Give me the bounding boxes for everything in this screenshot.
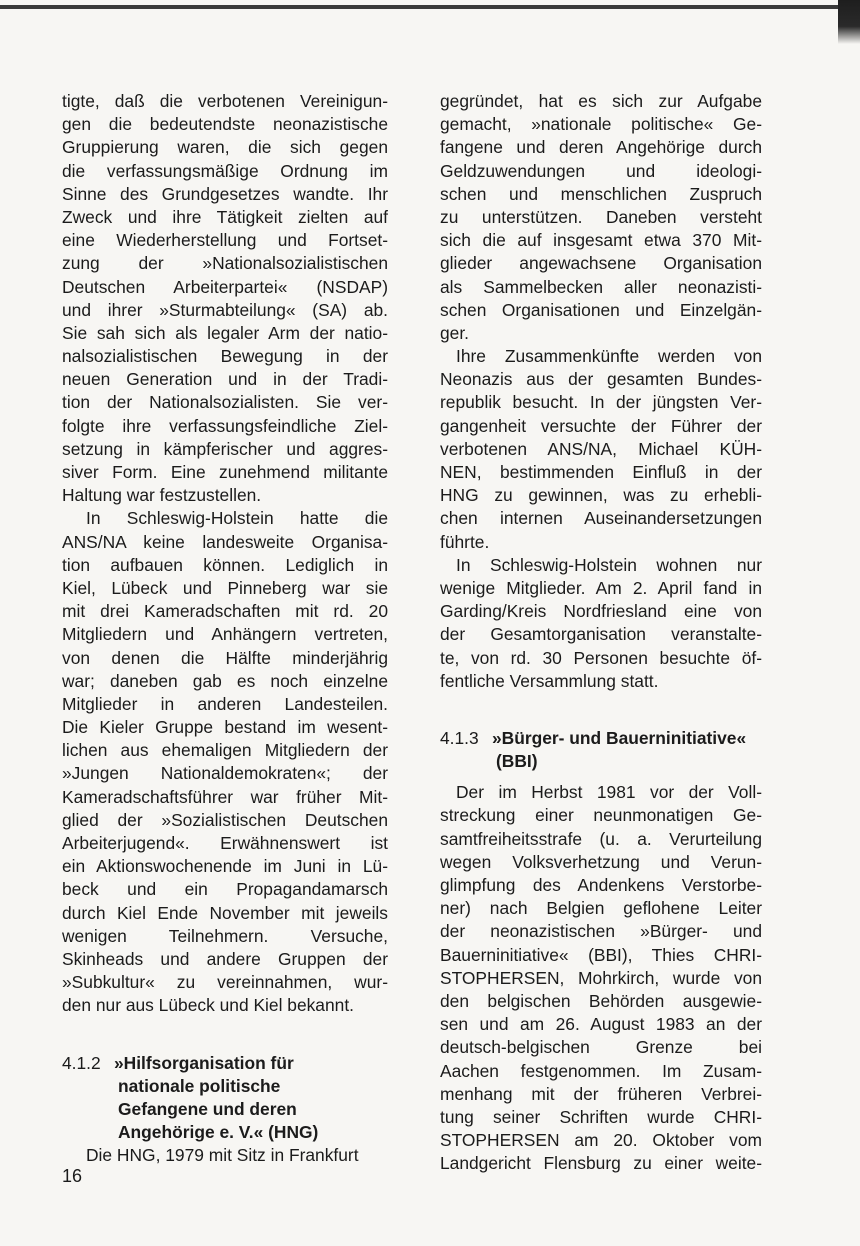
- text-line: Deutschen Arbeiterpartei« (NSDAP): [62, 276, 388, 297]
- text-line: Kameradschaftsführer war früher Mit-: [62, 786, 388, 807]
- heading-line: (BBI): [496, 751, 538, 772]
- text-line: mit drei Kameradschaften mit rd. 20: [62, 601, 388, 622]
- left-paragraph-2: [62, 507, 388, 1017]
- text-line: »Subkultur« zu vereinnahmen, wur-: [62, 972, 388, 993]
- text-line: deutsch-belgischen Grenze bei: [440, 1037, 762, 1058]
- heading-line: Gefangene und deren: [118, 1098, 297, 1119]
- text-line: ein Aktionswochenende im Juni in Lü-: [62, 856, 388, 877]
- text-line: streckung einer neunmonatigen Ge-: [440, 805, 762, 826]
- text-line: tigte, daß die verbotenen Vereinigun-: [62, 91, 388, 111]
- page-number: 16: [62, 1166, 83, 1186]
- text-line: Ihre Zusammenkünfte werden von: [456, 346, 762, 367]
- text-line: sen und am 26. August 1983 an der: [440, 1014, 762, 1035]
- text-line: schen Organisationen und Einzelgän-: [440, 299, 762, 320]
- text-line: Zweck und ihre Tätigkeit zielten auf: [62, 206, 388, 227]
- text-line: Neonazis aus der gesamten Bundes-: [440, 369, 762, 390]
- text-line: Garding/Kreis Nordfriesland eine von: [440, 601, 762, 622]
- text-line: siver Form. Eine zunehmend militante: [62, 462, 388, 482]
- text-line: zung der »Nationalsozialistischen: [62, 253, 388, 274]
- text-line: STOPHERSEN am 20. Oktober vom: [440, 1130, 762, 1151]
- right-column: [440, 90, 762, 1175]
- text-line: Landgericht Flensburg zu einer weite-: [440, 1153, 762, 1174]
- text-line: war; daneben gab es noch einzelne: [62, 670, 388, 691]
- text-line: Haltung war festzustellen.: [62, 485, 262, 506]
- section-number: 4.1.2: [62, 1052, 101, 1073]
- section-number: 4.1.3: [440, 727, 479, 748]
- section-heading-4-1-2: [62, 1052, 388, 1145]
- text-line: wenige Mitglieder. Am 2. April fand in: [440, 577, 762, 598]
- right-paragraph-4: [440, 781, 762, 1175]
- text-line: Kiel, Lübeck und Pinneberg war sie: [62, 577, 388, 598]
- section-heading-4-1-3: [440, 727, 762, 773]
- right-paragraph-3: [440, 554, 762, 693]
- text-line: STOPHERSEN, Mohrkirch, wurde von: [440, 967, 762, 988]
- text-line: Gruppierung waren, die sich gegen: [62, 137, 388, 158]
- text-line: den belgischen Behörden ausgewie-: [440, 990, 762, 1011]
- text-line: von denen die Hälfte minderjährig: [62, 647, 388, 668]
- text-line: Sinne des Grundgesetzes wandte. Ihr: [62, 183, 388, 204]
- text-line: ner) nach Belgien geflohene Leiter: [440, 898, 762, 919]
- text-line: te, von rd. 30 Personen besuchte öf-: [440, 647, 762, 668]
- heading-line: »Bürger- und Bauerninitiative«: [492, 727, 747, 748]
- text-line: Mitglieder in anderen Landesteilen.: [62, 693, 388, 714]
- text-line: eine Wiederherstellung und Fortset-: [62, 230, 388, 251]
- text-line: wegen Volksverhetzung und Verun-: [440, 851, 762, 872]
- text-line: lichen aus ehemaligen Mitgliedern der: [62, 740, 388, 761]
- right-paragraph-1: [440, 90, 762, 345]
- text-line: samtfreiheitsstrafe (u. a. Verurteilung: [440, 828, 762, 849]
- text-line: folgte ihre verfassungsfeindliche Ziel-: [62, 415, 388, 436]
- text-line: tion der Nationalsozialisten. Sie ver-: [62, 392, 388, 413]
- spacer: [440, 773, 762, 781]
- text-line: beck und ein Propagandamarsch: [62, 879, 388, 900]
- text-line: In Schleswig-Holstein wohnen nur: [456, 554, 762, 575]
- text-line: menhang mit der früheren Verbrei-: [440, 1083, 762, 1104]
- text-line: glimpfung des Andenkens Verstorbe-: [440, 875, 762, 895]
- text-line: Geldzuwendungen und ideologi-: [440, 160, 762, 181]
- text-line: setzung in kämpferischer und aggres-: [62, 438, 388, 459]
- text-line: ger.: [440, 322, 470, 343]
- text-line: tion aufbauen können. Lediglich in: [62, 554, 388, 575]
- page-corner-shadow: [838, 0, 860, 44]
- text-line: nalsozialistischen Bewegung in der: [62, 346, 388, 367]
- spacer: [62, 1018, 388, 1052]
- text-line: ANS/NA keine landesweite Organisa-: [62, 531, 388, 552]
- text-line: verbotenen ANS/NA, Michael KÜH-: [440, 438, 762, 459]
- text-line: Mitgliedern und Anhängern vertreten,: [62, 624, 388, 645]
- right-paragraph-2: [440, 345, 762, 554]
- left-column: [62, 90, 388, 1167]
- text-line: Die HNG, 1979 mit Sitz in Frankfurt: [86, 1145, 359, 1166]
- text-line: Der im Herbst 1981 vor der Voll-: [456, 782, 762, 803]
- text-line: Die Kieler Gruppe bestand im wesent-: [62, 717, 388, 738]
- text-line: wenigen Teilnehmern. Versuche,: [62, 925, 388, 946]
- text-line: glied der »Sozialistischen Deutschen: [62, 809, 388, 830]
- text-line: Skinheads und andere Gruppen der: [62, 948, 388, 969]
- text-line: republik besucht. In der jüngsten Ver-: [440, 392, 762, 413]
- text-line: Arbeiterjugend«. Erwähnenswert ist: [62, 833, 388, 853]
- text-line: als Sammelbecken aller neonazisti-: [440, 276, 762, 297]
- text-line: zu unterstützen. Daneben versteht: [440, 206, 762, 227]
- text-line: fentliche Versammlung statt.: [440, 670, 659, 691]
- text-line: durch Kiel Ende November mit jeweils: [62, 902, 388, 923]
- spacer: [440, 693, 762, 727]
- heading-line: »Hilfsorganisation für: [114, 1052, 294, 1073]
- text-line: schen und menschlichen Zuspruch: [440, 183, 762, 204]
- text-line: tung seiner Schriften wurde CHRI-: [440, 1106, 762, 1127]
- text-line: fangene und deren Angehörige durch: [440, 137, 762, 158]
- text-line: gangenheit versuchte der Führer der: [440, 415, 762, 436]
- text-line: HNG zu gewinnen, was zu erhebli-: [440, 485, 762, 506]
- text-line: Bauerninitiative« (BBI), Thies CHRI-: [440, 944, 762, 965]
- text-line: chen internen Auseinandersetzungen: [440, 508, 762, 529]
- text-line: führte.: [440, 531, 490, 552]
- text-line: den nur aus Lübeck und Kiel bekannt.: [62, 995, 354, 1016]
- text-line: die verfassungsmäßige Ordnung im: [62, 160, 388, 181]
- text-line: gemacht, »nationale politische« Ge-: [440, 114, 762, 135]
- heading-line: Angehörige e. V.« (HNG): [118, 1122, 319, 1143]
- text-line: sich die auf insgesamt etwa 370 Mit-: [440, 230, 762, 251]
- text-line: der Gesamtorganisation veranstalte-: [440, 624, 762, 645]
- text-line: und ihrer »Sturmabteilung« (SA) ab.: [62, 299, 388, 320]
- left-paragraph-3: [62, 1144, 388, 1167]
- text-line: Aachen festgenommen. Im Zusam-: [440, 1060, 762, 1081]
- text-line: gen die bedeutendste neonazistische: [62, 114, 388, 135]
- text-line: gegründet, hat es sich zur Aufgabe: [440, 91, 762, 111]
- left-paragraph-1: [62, 90, 388, 507]
- heading-line: nationale politische: [118, 1075, 281, 1096]
- text-line: neuen Generation und in der Tradi-: [62, 369, 388, 390]
- text-line: glieder angewachsene Organisation: [440, 253, 762, 274]
- text-line: In Schleswig-Holstein hatte die: [86, 508, 388, 529]
- text-line: NEN, bestimmenden Einfluß in der: [440, 462, 762, 482]
- page-top-edge-line: [0, 5, 842, 9]
- text-line: der neonazistischen »Bürger- und: [440, 921, 762, 942]
- text-line: »Jungen Nationaldemokraten«; der: [62, 763, 388, 784]
- text-line: Sie sah sich als legaler Arm der natio-: [62, 322, 388, 343]
